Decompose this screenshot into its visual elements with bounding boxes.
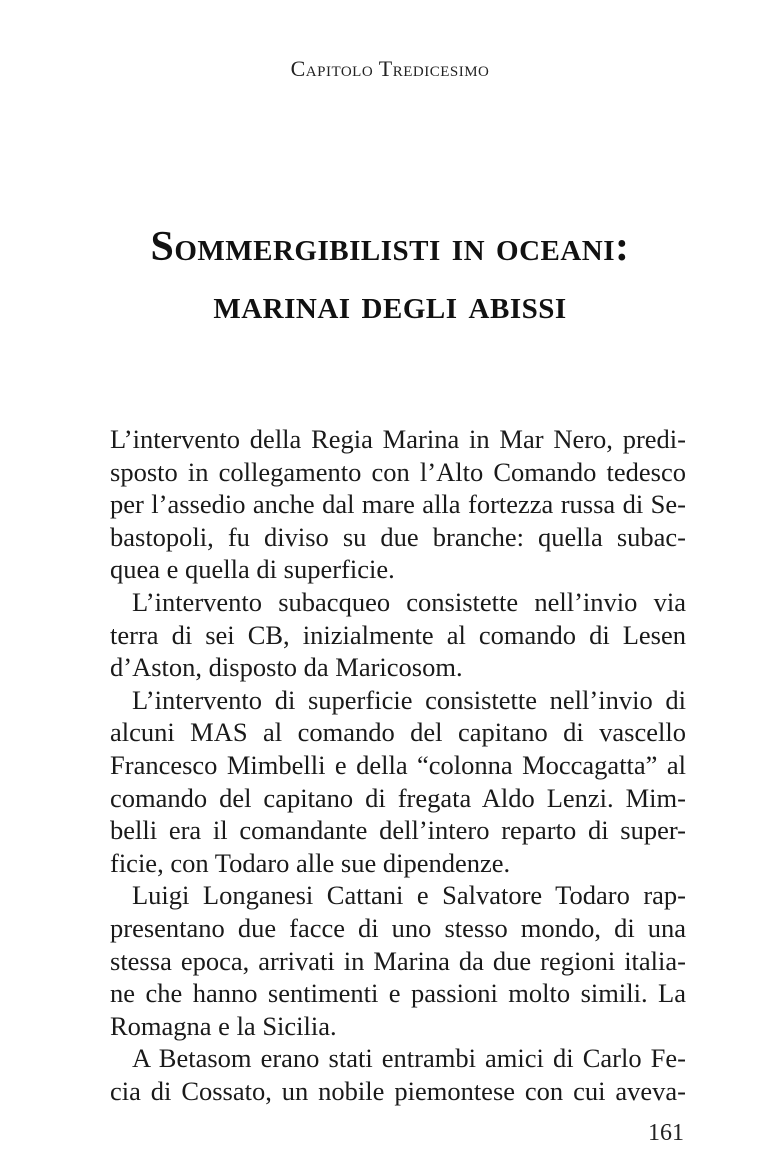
text-line: ficie, con Todaro alle sue dipendenze. [110,847,511,878]
text-line: alcuni MAS al comando del capitano di vascello [110,717,686,748]
chapter-title [0,218,780,334]
text-line: d’Aston, disposto da Maricosom. [110,652,463,683]
chapter-title-line-1: Sommergibilisti in oceani: [150,224,630,270]
text-line: sposto in collegamento con l’Alto Comando tedesco [110,456,686,487]
body-text [110,423,686,1107]
text-line: per l’assedio anche dal mare alla fortezza russa di Se- [110,489,686,520]
text-line: bastopoli, fu diviso su due branche: quella subac- [110,521,686,552]
text-line: Romagna e la Sicilia. [110,1010,337,1041]
page-number: 161 [648,1120,684,1146]
running-head: Capitolo Tredicesimo [290,56,490,81]
text-line: comando del capitano di fregata Aldo Lenzi. Mim- [110,782,686,813]
text-line: ne che hanno sentimenti e passioni molto simili. La [110,978,686,1009]
text-line: Luigi Longanesi Cattani e Salvatore Todaro rap- [132,880,686,911]
text-line: L’intervento di superficie consistette nell’invio di [132,684,686,715]
text-line: Francesco Mimbelli e della “colonna Moccagatta” al [110,749,686,780]
text-line: cia di Cossato, un nobile piemontese con cui aveva- [110,1075,686,1106]
text-line: belli era il comandante dell’intero reparto di super- [110,815,686,846]
text-line: L’intervento subacqueo consistette nell’invio via [132,586,686,617]
text-line: stessa epoca, arrivati in Marina da due regioni italia- [110,945,686,976]
text-line: A Betasom erano stati entrambi amici di Carlo Fe- [132,1043,686,1074]
chapter-title-line-2: marinai degli abissi [213,282,567,328]
text-line: terra di sei CB, inizialmente al comando di Lesen [110,619,686,650]
text-line: quea e quella di superficie. [110,554,395,585]
text-line: L’intervento della Regia Marina in Mar Nero, predi- [110,424,686,454]
text-line: presentano due facce di uno stesso mondo, di una [110,912,686,943]
